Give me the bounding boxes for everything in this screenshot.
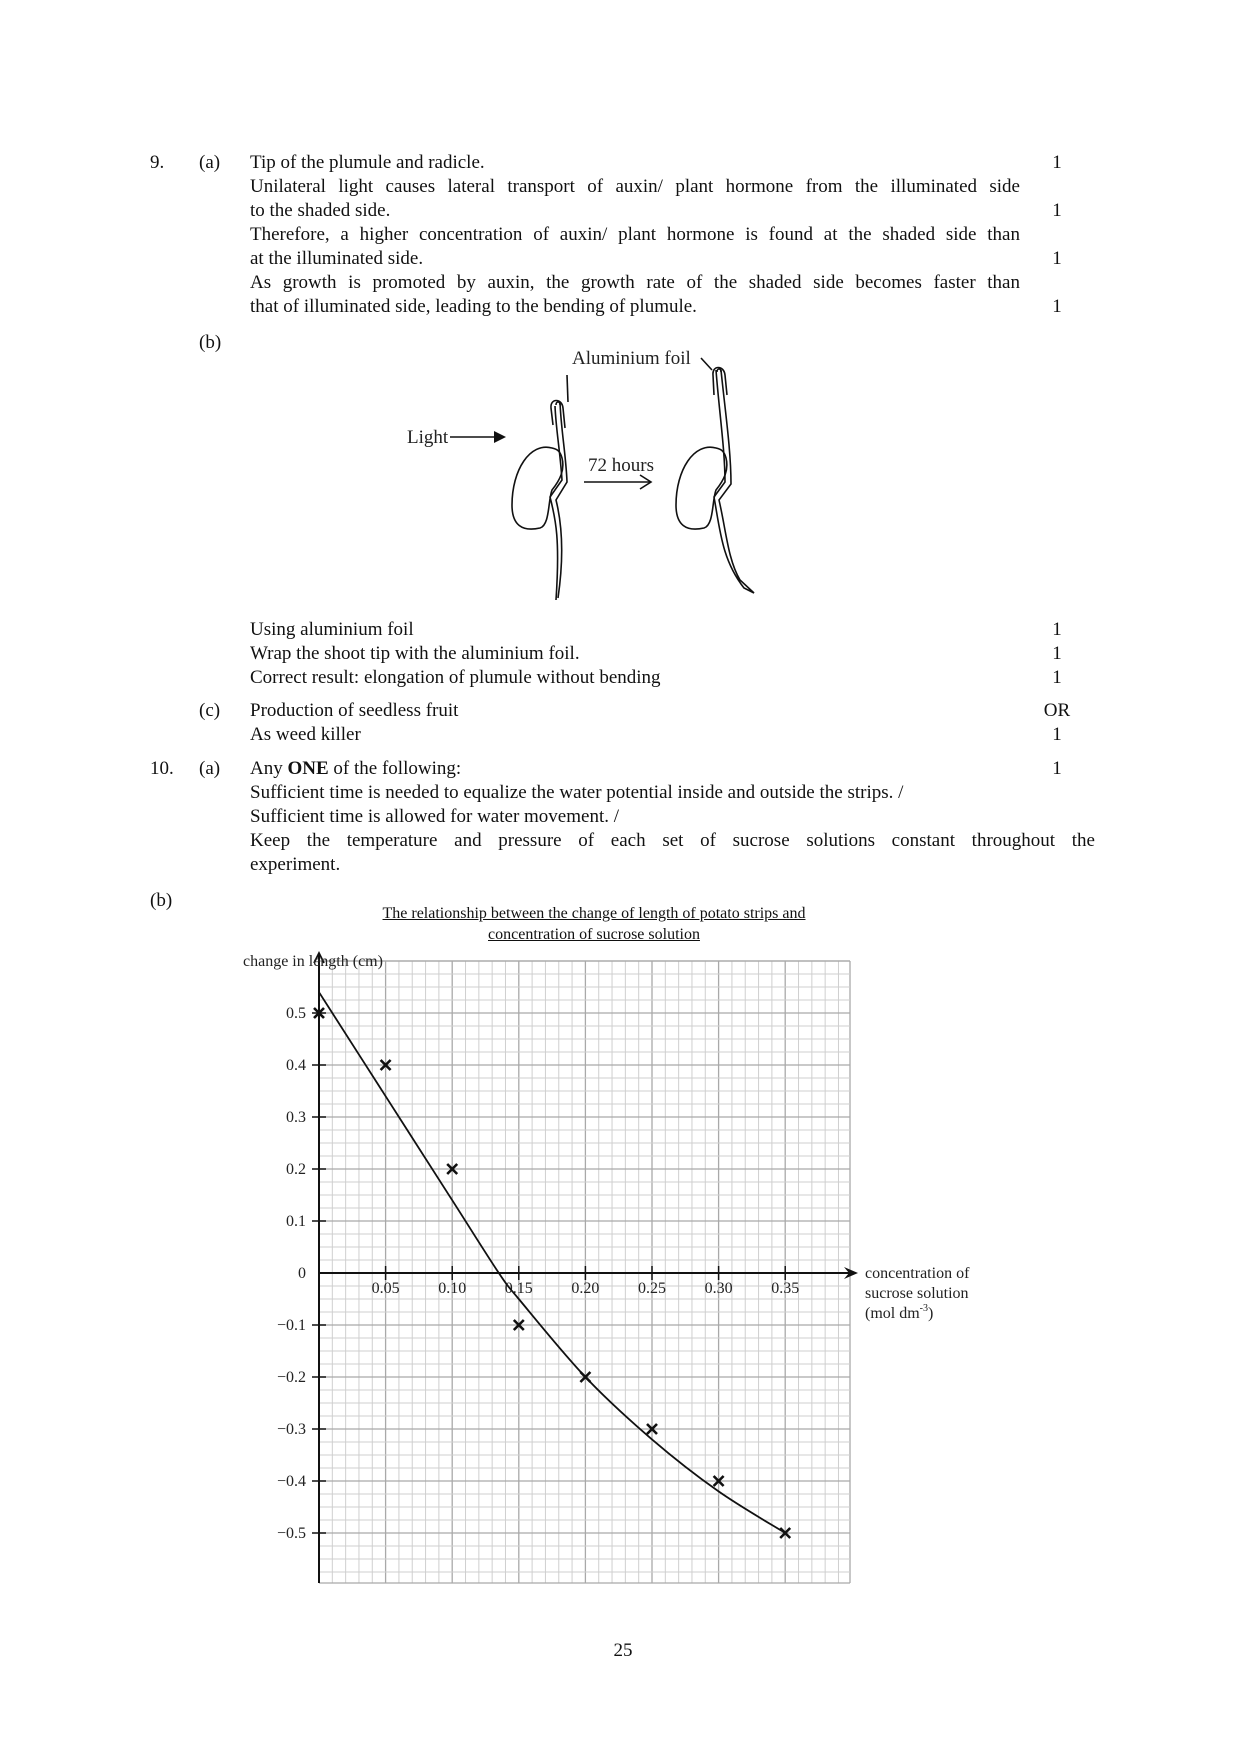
mark: 1 (1052, 619, 1062, 640)
x-tick-label: 0.30 (704, 1280, 733, 1297)
best-fit-curve-group (319, 992, 785, 1533)
q9a-line: to the shaded side. (250, 200, 391, 221)
x-tick-label: 0.10 (438, 1280, 467, 1297)
mark: 1 (1052, 152, 1062, 173)
question-10-number: 10. (150, 758, 174, 779)
q10a-label: (a) (199, 758, 221, 779)
y-tick-label: −0.5 (276, 1525, 306, 1542)
mark: 1 (1052, 296, 1062, 317)
x-tick-label: 0.05 (371, 1280, 400, 1297)
x-tick-label: 0.35 (771, 1280, 800, 1297)
x-axis-unit (865, 1303, 933, 1322)
intro-suffix: of the following: (328, 758, 462, 779)
q9a-line: that of illuminated side, leading to the bending of plumule. (250, 296, 697, 317)
q9a-label: (a) (199, 152, 221, 173)
best-fit-curve (319, 992, 785, 1533)
q9c-line: As weed killer (250, 724, 361, 745)
q9a-line: at the illuminated side. (250, 248, 424, 269)
mark: 1 (1052, 200, 1062, 221)
light-label: Light (407, 427, 449, 448)
page-number: 25 (613, 1640, 633, 1661)
q9c-label: (c) (199, 700, 221, 721)
time-label: 72 hours (588, 455, 654, 476)
intro-prefix: Any (250, 758, 288, 779)
foil-label: Aluminium foil (572, 348, 691, 369)
x-tick-label: 0.15 (504, 1280, 533, 1297)
mark: 1 (1052, 667, 1062, 688)
x-tick-label: 0.25 (638, 1280, 666, 1297)
y-axis-label: change in length (cm) (243, 953, 383, 970)
q9b-label: (b) (199, 332, 222, 353)
y-tick-label: 0 (298, 1265, 306, 1282)
q9a-line: Unilateral light causes lateral transport of auxin/ plant hormone from the illuminated side (250, 176, 1020, 197)
q10b-label: (b) (150, 890, 173, 911)
mark: 1 (1052, 643, 1062, 664)
y-tick-label: −0.3 (276, 1421, 306, 1438)
y-tick-label: 0.5 (286, 1005, 306, 1022)
x-axis-label-line: concentration of (865, 1265, 970, 1282)
q10a-line: Sufficient time is needed to equalize the water potential inside and outside the strips. / (250, 782, 904, 803)
q9b-line: Wrap the shoot tip with the aluminium foil. (250, 643, 580, 664)
y-tick-label: −0.4 (276, 1473, 306, 1490)
unit-text: (mol dm (865, 1305, 920, 1322)
q10a-line: experiment. (250, 854, 341, 875)
mark: 1 (1052, 248, 1062, 269)
y-tick-label: 0.1 (286, 1213, 306, 1230)
unit-close: ) (928, 1305, 934, 1322)
chart-title-line: concentration of sucrose solution (488, 926, 700, 943)
q9a-line: Therefore, a higher concentration of auxin/ plant hormone is found at the shaded side than (250, 224, 1020, 245)
q9b-line: Using aluminium foil (250, 619, 414, 640)
mark: 1 (1052, 724, 1062, 745)
unit-exponent: -3 (919, 1303, 929, 1314)
q10a-line: Sufficient time is allowed for water movement. / (250, 806, 619, 827)
x-axis-label-line: sucrose solution (865, 1285, 969, 1302)
y-tick-label: 0.4 (286, 1057, 306, 1074)
y-tick-label: −0.1 (276, 1317, 306, 1334)
q9c-line: Production of seedless fruit (250, 700, 459, 721)
q9a-line: Tip of the plumule and radicle. (250, 152, 485, 173)
q9b-line: Correct result: elongation of plumule without bending (250, 667, 661, 688)
q10a-line: Keep the temperature and pressure of each set of sucrose solutions constant throughout the (250, 830, 1095, 851)
y-tick-label: −0.2 (276, 1369, 306, 1386)
y-tick-label: 0.2 (286, 1161, 306, 1178)
mark: 1 (1052, 758, 1062, 779)
y-tick-label: 0.3 (286, 1109, 306, 1126)
x-tick-label: 0.20 (571, 1280, 600, 1297)
chart-title-line: The relationship between the change of length of potato strips and (382, 905, 806, 922)
q9a-line: As growth is promoted by auxin, the growth rate of the shaded side becomes faster than (250, 272, 1020, 293)
intro-bold: ONE (287, 758, 329, 779)
question-9-number: 9. (150, 152, 165, 173)
mark: OR (1043, 700, 1071, 721)
